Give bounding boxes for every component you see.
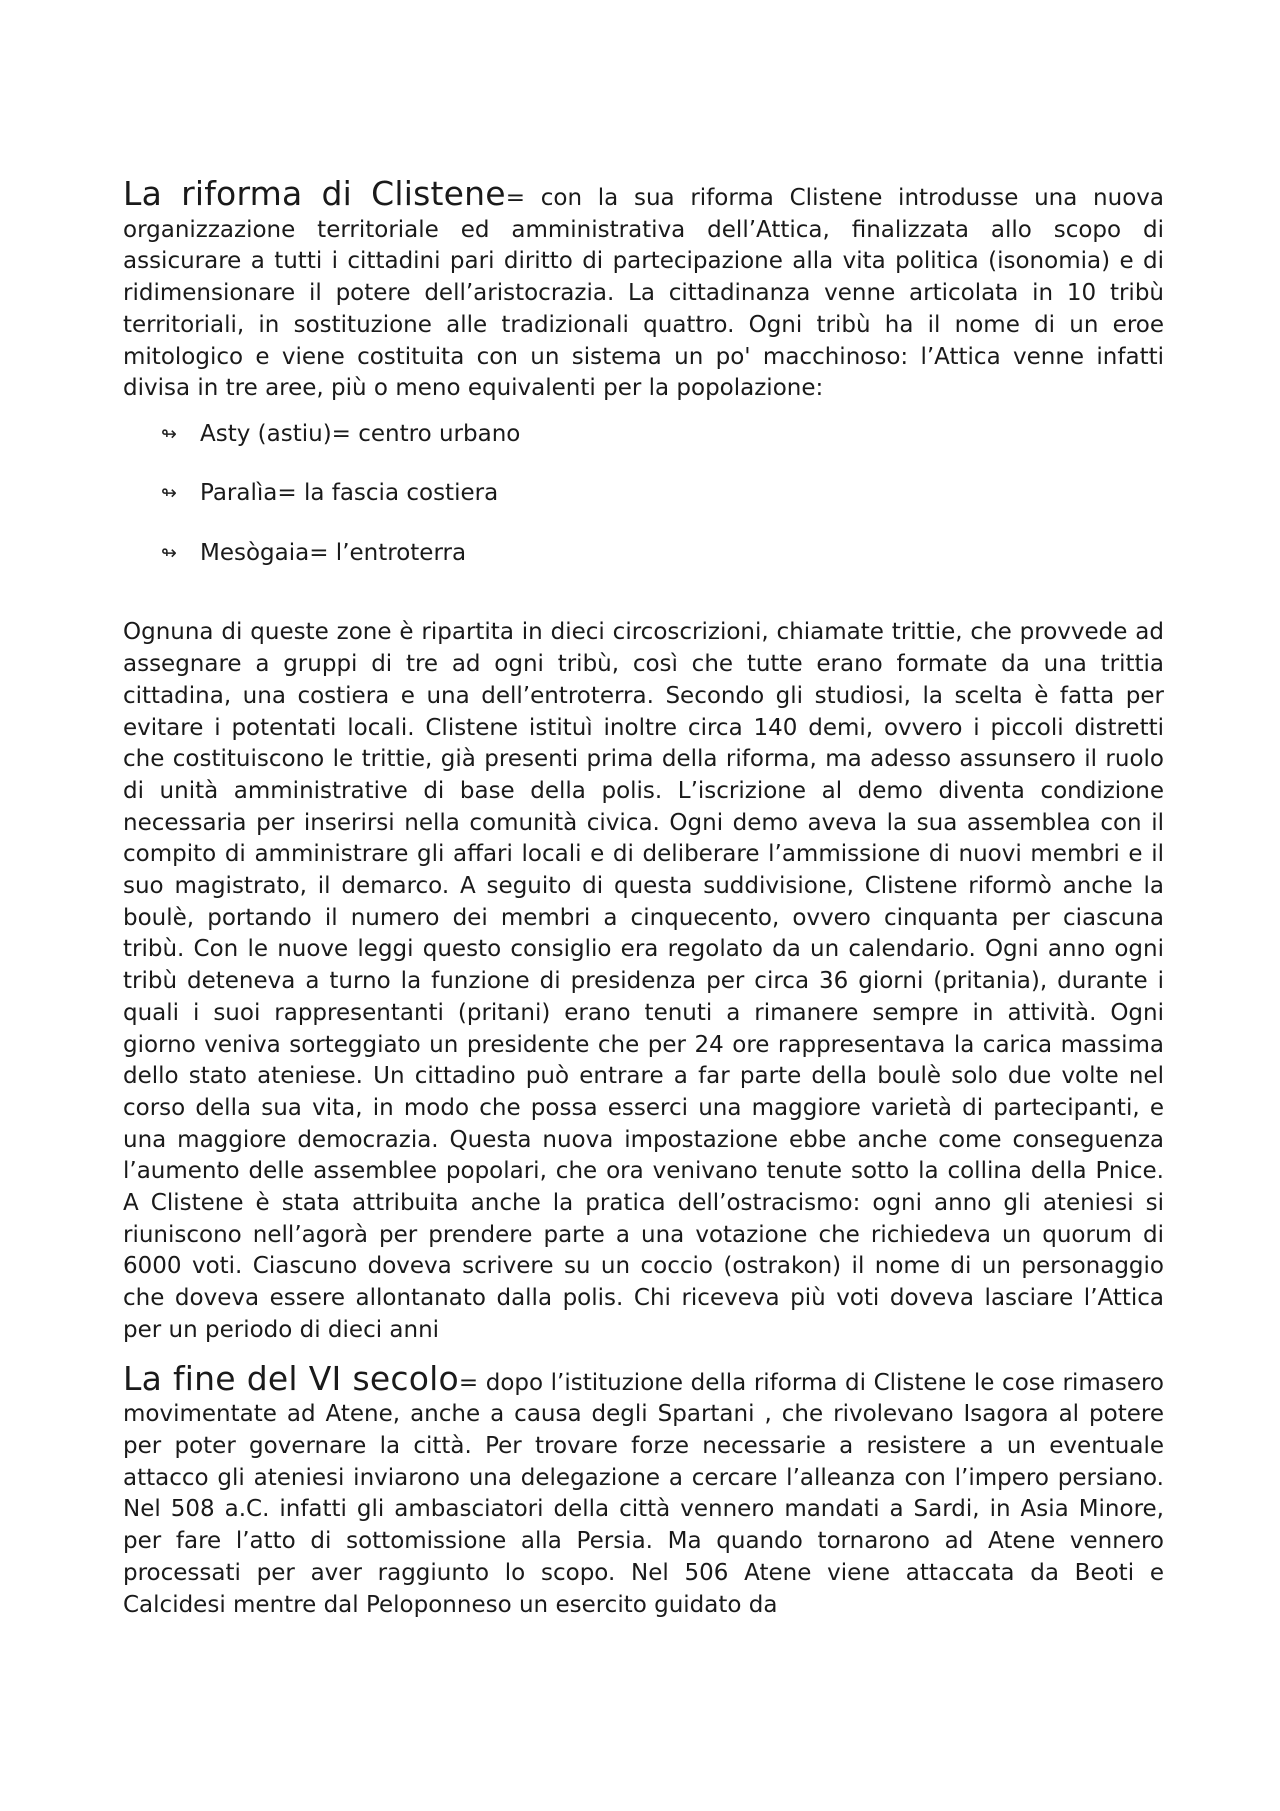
paragraph-trittie: Ognuna di queste zone è ripartita in dieci circoscrizioni, chiamate trittie, che provvede ad assegnare a gruppi di tre ad ogni tribù, così che tutte erano formate da una trittia cittadina, una costiera e una dell’entroterra. Secondo gli studiosi, la scelta è fatta per evitare i potentati locali. Clistene istituì inoltre circa 140 demi, ovvero i piccoli distretti che costituiscono le trittie, già presenti prima della riforma, ma adesso assunsero il ruolo di unità amministrative di base della polis. L’iscrizione al demo diventa condizione necessaria per inserirsi nella comunità civica. Ogni demo aveva la sua assemblea con il compito di amministrare gli affari locali e di deliberare l’ammissione di nuovi membri e il suo magistrato, il demarco. A seguito di questa suddivisione, Clistene riformò anche la boulè, portando il numero dei membri a cinquecento, ovvero cinquanta per ciascuna tribù. Con le nuove leggi questo consiglio era regolato da un calendario. Ogni anno ogni tribù deteneva a turno la funzione di presidenza per circa 36 giorni (pritania), durante i quali i suoi rappresentanti (pritani) erano tenuti a rimanere sempre in attività. Ogni giorno veniva sorteggiato un presidente che per 24 ore rappresentava la carica massima dello stato ateniese. Un cittadino può entrare a far parte della boulè solo due volte nel corso della sua vita, in modo che possa esserci una maggiore varietà di partecipanti, e una maggiore democrazia. Questa nuova impostazione ebbe anche come conseguenza l’aumento delle assemblee popolari, che ora venivano tenute sotto la collina della Pnice. A Clistene è stata attribuita anche la pratica dell’ostracismo: ogni anno gli ateniesi si riuniscono nell’agorà per prendere parte a una votazione che richiedeva un quorum di 6000 voti. Ciascuno doveva scrivere su un coccio (ostrakon) il nome di un personaggio che doveva essere allontanato dalla polis. Chi riceveva più voti doveva lasciare l’Attica per un periodo di dieci anni <box>123 619 1164 1343</box>
areas-list <box>123 419 1164 598</box>
curly-arrow-bullet-icon: ↬ <box>161 422 177 445</box>
list-item-text: Asty (astiu)= centro urbano <box>200 420 521 447</box>
document-page <box>123 174 1164 1621</box>
list-item <box>123 419 1164 479</box>
curly-arrow-bullet-icon: ↬ <box>161 541 177 564</box>
list-item <box>123 478 1164 538</box>
list-item <box>123 538 1164 598</box>
paragraph-text: = con la sua riforma Clistene introdusse una nuova organizzazione territoriale ed amministrativa dell’Attica, finalizzata allo scopo di assicurare a tutti i cittadini pari diritto di partecipazione alla vita politica (isonomia) e di ridimensionare il potere dell’aristocrazia. La cittadinanza venne articolata in 10 tribù territoriali, in sostituzione alle tradizionali quattro. Ogni tribù ha il nome di un eroe mitologico e viene costituita con un sistema un po' macchinoso: l’Attica venne infatti divisa in tre aree, più o meno equivalenti per la popolazione: <box>123 185 1164 402</box>
section-heading-fine-vi-secolo: La fine del VI secolo <box>123 1358 459 1398</box>
section-heading-riforma-clistene: La riforma di Clistene <box>123 174 506 213</box>
paragraph-fine-vi-secolo <box>123 1358 1164 1622</box>
paragraph-text: = dopo l’istituzione della riforma di Clistene le cose rimasero movimentate ad Atene, anche a causa degli Spartani , che rivolevano Isagora al potere per poter governare la città. Per trovare forze necessarie a resistere a un eventuale attacco gli ateniesi inviarono una delegazione a cercare l’alleanza con l’impero persiano. Nel 508 a.C. infatti gli ambasciatori della città vennero mandati a Sardi, in Asia Minore, per fare l’atto di sottomissione alla Persia. Ma quando tornarono ad Atene vennero processati per aver raggiunto lo scopo. Nel 506 Atene viene attaccata da Beoti e Calcidesi mentre dal Peloponneso un esercito guidato da <box>123 1369 1164 1618</box>
list-item-text: Mesògaia= l’entroterra <box>200 539 467 566</box>
curly-arrow-bullet-icon: ↬ <box>161 482 177 505</box>
list-item-text: Paralìa= la fascia costiera <box>200 480 499 507</box>
paragraph-riforma-clistene <box>123 174 1164 405</box>
